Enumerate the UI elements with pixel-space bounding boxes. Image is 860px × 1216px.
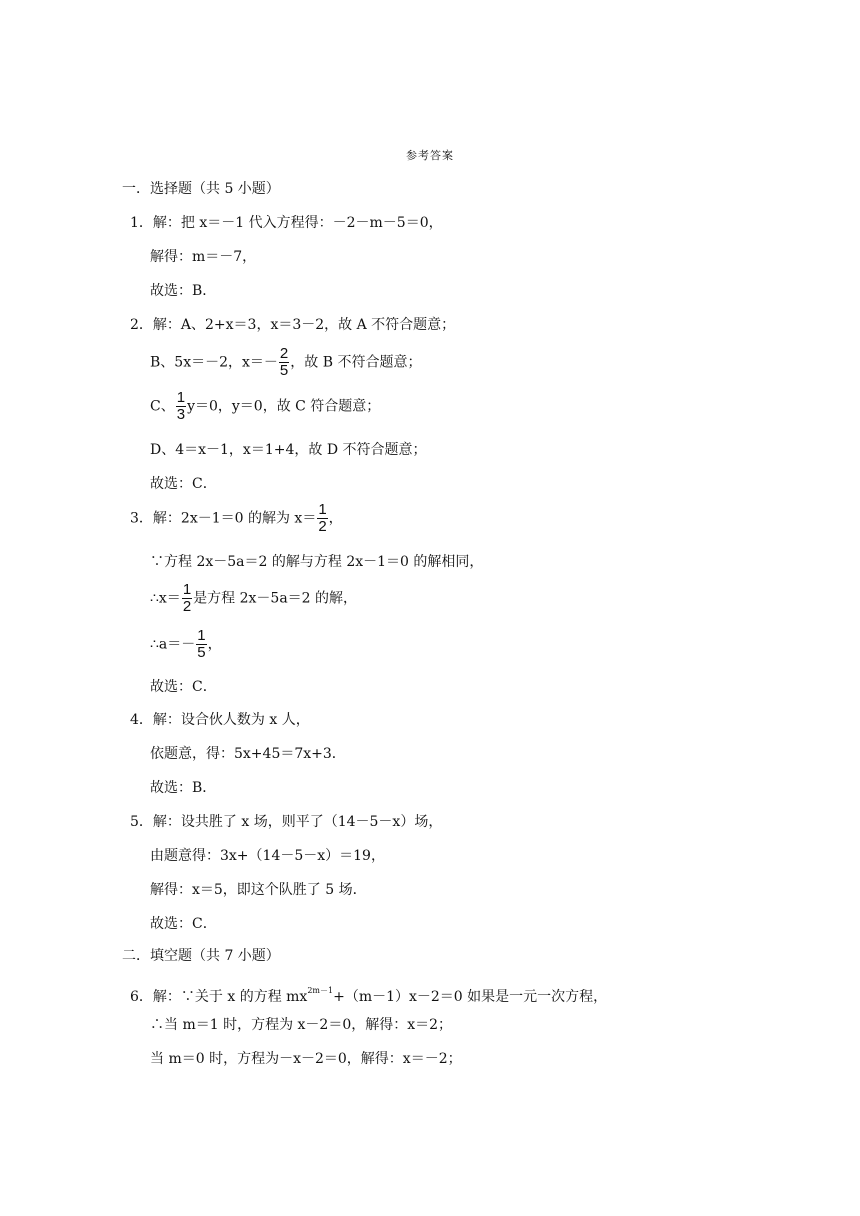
q5-line1: 5．解：设共胜了 x 场，则平了（14－5－x）场， [130, 814, 443, 830]
q6-line2: ∴当 m＝1 时，方程为 x－2＝0，解得：x＝2； [150, 1017, 453, 1033]
q3-line1-b: ， [328, 510, 343, 527]
q2-line3-b: y＝0，y＝0，故 C 符合题意； [187, 398, 381, 415]
q2-line2-a: B、5x＝－2，x＝－ [150, 354, 278, 371]
fraction-denominator: 3 [176, 406, 186, 423]
fraction-denominator: 5 [279, 362, 289, 379]
q6-line3: 当 m＝0 时，方程为－x－2＝0，解得：x＝－2； [150, 1051, 462, 1067]
q3-line1 [130, 502, 343, 535]
q3-line3 [150, 582, 357, 615]
q4-line3: 故选：B． [150, 780, 217, 796]
exponent: 2m－1 [307, 986, 334, 995]
q2-line2 [150, 346, 421, 379]
q3-line4-a: ∴a＝－ [150, 636, 196, 653]
q2-line2-b: ，故 B 不符合题意； [290, 354, 422, 371]
q6-line1-b: +（m－1）x－2＝0 如果是一元一次方程， [333, 989, 608, 1005]
fraction [176, 390, 186, 423]
fraction [317, 502, 327, 535]
q2-line5: 故选：C． [150, 476, 217, 492]
q1-line1: 1．解：把 x＝－1 代入方程得：－2－m－5＝0， [130, 215, 443, 231]
fraction-denominator: 2 [182, 598, 192, 615]
q2-line4: D、4＝x－1，x＝1+4，故 D 不符合题意； [150, 442, 427, 458]
fraction-denominator: 5 [197, 644, 206, 661]
q5-line3: 解得：x＝5，即这个队胜了 5 场． [150, 882, 367, 898]
fraction [196, 628, 206, 661]
fraction-numerator: 1 [318, 501, 327, 518]
q3-line3-a: ∴x＝ [150, 590, 181, 607]
q3-line5: 故选：C． [150, 679, 217, 695]
q2-line1: 2．解：A、2+x＝3，x＝3－2，故 A 不符合题意； [130, 317, 456, 333]
q5-line4: 故选：C． [150, 916, 217, 932]
q3-line4 [150, 628, 222, 661]
q3-line2: ∵方程 2x－5a＝2 的解与方程 2x－1＝0 的解相同， [150, 554, 484, 570]
page-title: 参考答案 [406, 149, 454, 162]
q4-line1: 4．解：设合伙人数为 x 人， [130, 712, 310, 728]
q3-line3-b: 是方程 2x－5a＝2 的解， [193, 590, 358, 607]
q3-line4-b: ， [207, 636, 222, 653]
fraction-denominator: 2 [318, 518, 327, 535]
fraction [279, 346, 289, 379]
fraction-numerator: 1 [182, 581, 192, 598]
q4-line2: 依题意，得：5x+45＝7x+3． [150, 746, 346, 762]
fraction [182, 582, 192, 615]
q6-line1 [130, 982, 607, 1006]
q2-line3-a: C、 [150, 398, 175, 415]
q2-line3 [150, 390, 380, 423]
fraction-numerator: 2 [279, 345, 289, 362]
section-heading-fill: 二．填空题（共 7 小题） [122, 948, 280, 964]
section-heading-choice: 一．选择题（共 5 小题） [122, 181, 280, 197]
fraction-numerator: 1 [176, 389, 186, 406]
q5-line2: 由题意得：3x+（14－5－x）＝19， [150, 848, 385, 864]
fraction-numerator: 1 [197, 627, 206, 644]
q6-line1-a: 6．解：∵关于 x 的方程 mx [130, 989, 308, 1005]
q3-line1-a: 3．解：2x－1＝0 的解为 x＝ [130, 510, 317, 527]
q1-line2: 解得：m＝－7， [150, 249, 257, 265]
q1-line3: 故选：B． [150, 283, 217, 299]
